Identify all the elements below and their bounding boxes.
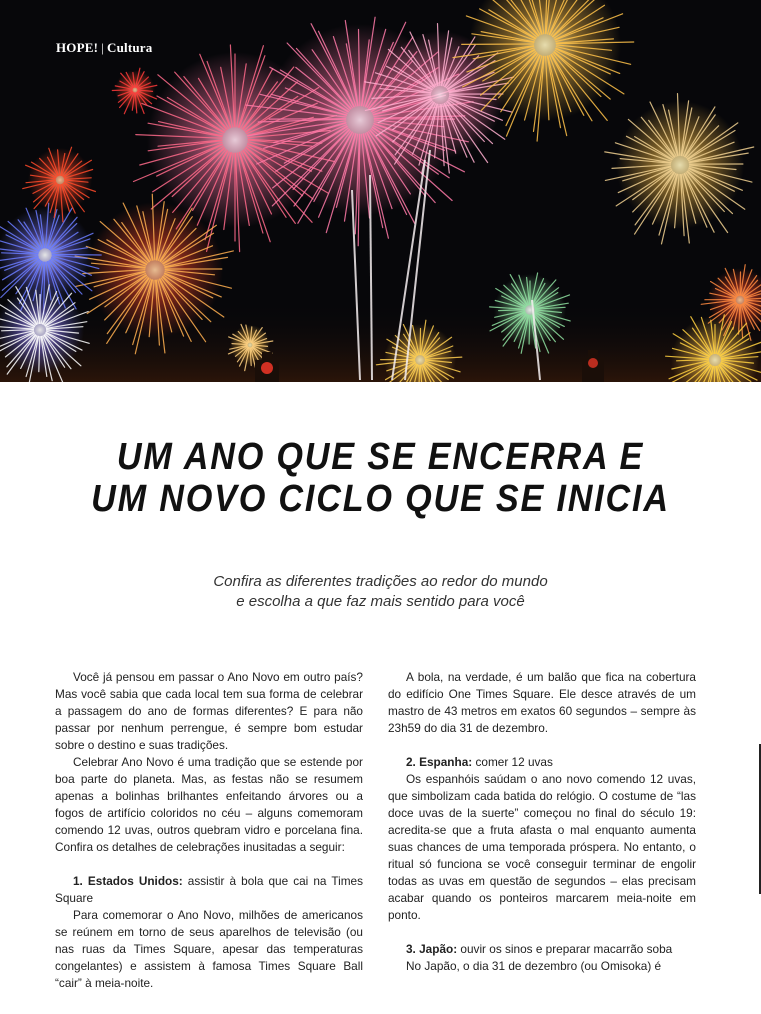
section-heading-japao	[388, 941, 696, 958]
section-heading-text: assistir à bola que cai na Times Square	[55, 874, 363, 905]
header-separator: |	[101, 40, 104, 55]
fireworks-icon	[0, 0, 761, 382]
page-title	[38, 436, 723, 520]
running-head	[56, 40, 152, 56]
section-heading-espanha	[388, 754, 696, 771]
section-heading-label: 2. Espanha:	[406, 755, 473, 769]
paragraph: No Japão, o dia 31 de dezembro (ou Omisoka) é	[406, 959, 662, 973]
section-label: Cultura	[106, 40, 153, 55]
section-heading-label: 1. Estados Unidos:	[73, 874, 183, 888]
paragraph: Você já pensou em passar o Ano Novo em outro país? Mas você sabia que cada local tem sua forma de celebrar a passagem do ano de formas diferentes? E para não passar por nenhum perrengue, é sempre bom estudar sobre o destino e suas tradições.	[55, 670, 363, 752]
hero-image	[0, 0, 761, 382]
section-heading-estados-unidos	[55, 873, 363, 907]
subtitle	[0, 572, 761, 612]
paragraph: Para comemorar o Ano Novo, milhões de americanos se reúnem em torno de seus aparelhos de televisão (ou nas ruas da Times Square, apesar das temperaturas congelantes) e assistem à famosa Times Square Ball “cair” à meia-noite.	[55, 908, 363, 990]
title-line-2: UM NOVO CICLO QUE SE INICIA	[91, 478, 670, 520]
article-column-right	[388, 669, 696, 975]
paragraph: Celebrar Ano Novo é uma tradição que se estende por boa parte do planeta. Mas, as festas não se resumem apenas a bolinhas brilhantes enfeitando árvores ou a fogos de artifício coloridos no céu – alguns comemoram comendo 12 uvas, outros quebram vidro e porcelana fina. Confira os detalhes de celebrações inusitadas a seguir:	[55, 755, 363, 854]
paragraph: Os espanhóis saúdam o ano novo comendo 12 uvas, que simbolizam cada batida do relógio. O costume de “las doce uvas de la suerte” começou no final do século 19: acredita-se que a fruta afasta o mal enquanto aumenta suas chances de uma temporada próspera. No entanto, o ritual só funciona se você conseguir terminar de engolir todas as uvas em questão de segundos – elas precisam acabar quando os ponteiros marcarem meia-noite em ponto.	[388, 772, 696, 922]
section-heading-text: ouvir os sinos e preparar macarrão soba	[457, 942, 673, 956]
title-line-1: UM ANO QUE SE ENCERRA E	[116, 436, 645, 478]
section-heading-label: 3. Japão:	[406, 942, 458, 956]
section-heading-text: comer 12 uvas	[472, 755, 553, 769]
paragraph: A bola, na verdade, é um balão que fica na cobertura do edifício One Times Square. Ele desce através de um mastro de 43 metros em exatos 60 segundos – sempre às 23h59 do dia 31 de dezembro.	[388, 670, 696, 735]
subtitle-line-1: Confira as diferentes tradições ao redor do mundo	[213, 573, 548, 590]
article-column-left	[55, 669, 363, 992]
brand-label: HOPE!	[56, 40, 99, 55]
subtitle-line-2: e escolha a que faz mais sentido para você	[236, 593, 525, 610]
